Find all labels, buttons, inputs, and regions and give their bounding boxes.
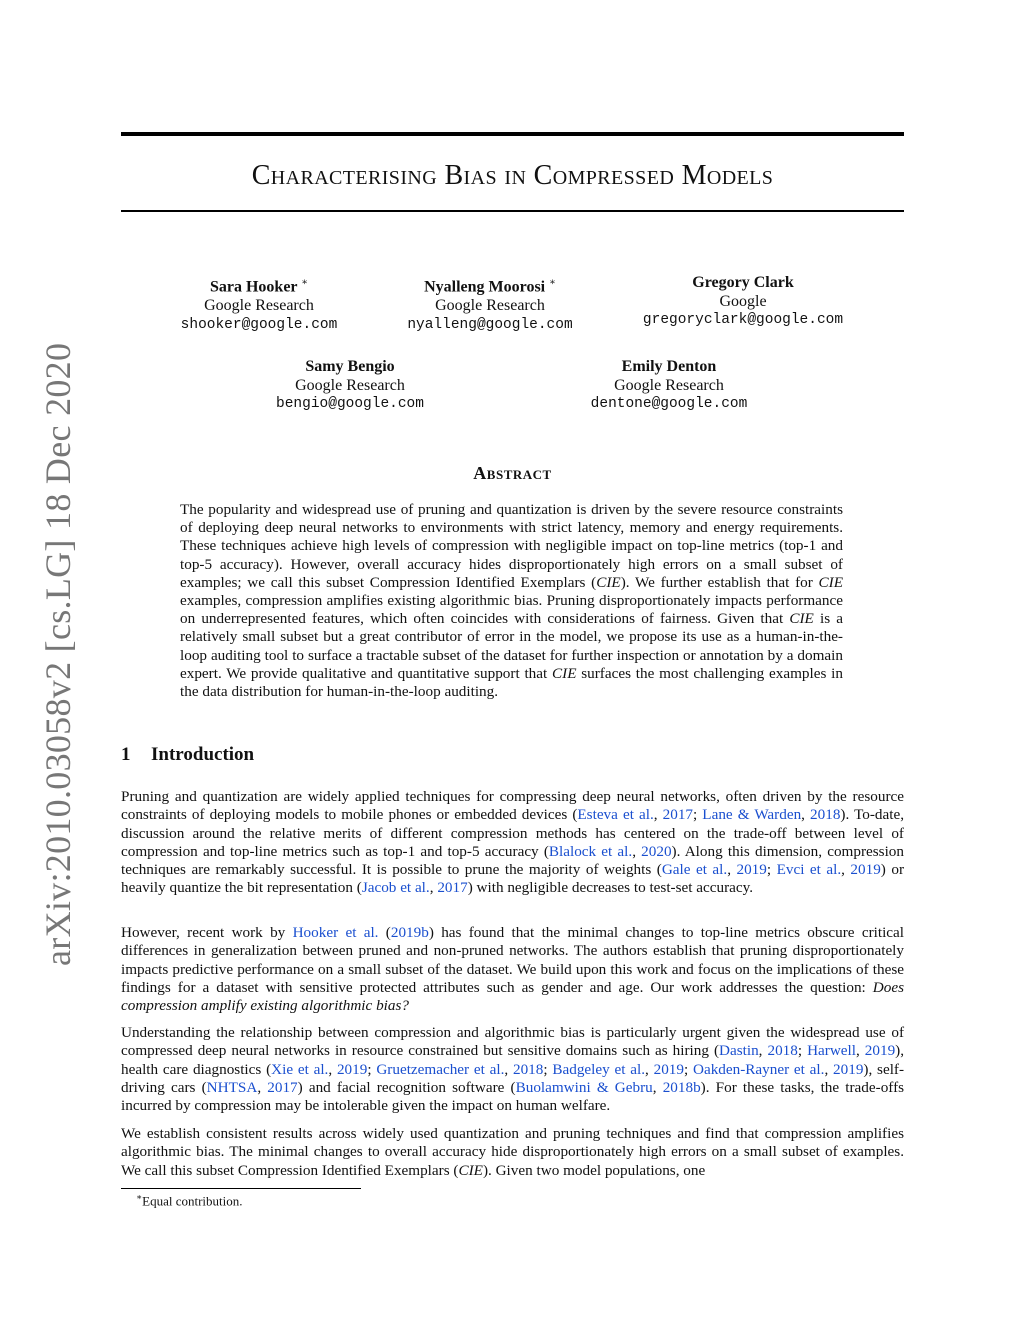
arxiv-identifier: arXiv:2010.03058v2 [cs.LG] 18 Dec 2020 xyxy=(38,342,78,966)
citation-year-link[interactable]: 2018 xyxy=(810,806,841,824)
citation-year-link[interactable]: 2019 xyxy=(864,1042,896,1060)
author-name: Nyalleng Moorosi ∗ xyxy=(424,277,556,296)
citation-link[interactable]: Gruetzemacher et al. xyxy=(376,1060,505,1078)
citation-link[interactable]: Lane & Warden xyxy=(702,806,802,824)
author-affiliation: Google Research xyxy=(295,376,405,394)
citation-link[interactable]: Xie et al. xyxy=(271,1060,329,1078)
research-question: Does compression amplify existing algorithmic bias? xyxy=(121,978,904,1015)
author-email[interactable]: gregoryclark@google.com xyxy=(642,312,844,329)
paper-title: Characterising Bias in Compressed Models xyxy=(251,160,774,191)
section-title: Introduction xyxy=(151,744,255,765)
abstract-heading: Abstract xyxy=(473,463,552,483)
citation-link[interactable]: Badgeley et al. xyxy=(552,1060,646,1078)
author-email[interactable]: nyalleng@google.com xyxy=(407,316,573,333)
author-email[interactable]: shooker@google.com xyxy=(180,316,338,333)
author-affiliation: Google Research xyxy=(435,296,545,314)
citation-year-link[interactable]: 2019 xyxy=(850,861,881,879)
citation-year-link[interactable]: 2019 xyxy=(736,861,767,879)
author-block xyxy=(630,274,856,330)
citation-year-link[interactable]: 2020 xyxy=(641,842,672,860)
citation-year-link[interactable]: 2017 xyxy=(437,879,468,897)
author-affiliation: Google Research xyxy=(204,296,314,314)
citation-year-link[interactable]: 2017 xyxy=(662,806,693,824)
citation-year-link[interactable]: 2019b xyxy=(390,924,429,941)
author-name: Sara Hooker ∗ xyxy=(209,277,309,296)
author-affiliation: Google Research xyxy=(614,376,724,394)
citation-link[interactable]: Esteva et al. xyxy=(577,806,654,824)
author-block xyxy=(569,358,769,414)
author-block xyxy=(159,274,359,334)
abstract-text: The popularity and widespread use of pruning and quantization is driven by the severe resource constraints of deploying deep neural networks to environments with strict latency, memory and energy requirements. These techniques achieve high levels of compression with negligible impact on top-line metrics (top-1 and top-5 accuracy). However, overall accuracy hides disproportionately high errors on a small subset of examples; we call this subset Compression Identified Exemplars (CIE). We further establish that for CIE examples, compression amplifies existing algorithmic bias. Pruning disproportionately impacts performance on underrepresented features, which often coincides with considerations of fairness. Given that CIE is a relatively small subset but a great contributor of error in the model, we propose its use as a human-in-the-loop auditing tool to surface a tractable subset of the dataset for further inspection or annotation by a domain expert. We provide qualitative and quantitative support that CIE surfaces the most challenging examples in the data distribution for human-in-the-loop auditing. xyxy=(180,501,843,701)
author-name: Gregory Clark xyxy=(692,274,794,291)
citation-year-link[interactable]: 2019 xyxy=(653,1060,684,1078)
author-block xyxy=(380,274,600,334)
citation-year-link[interactable]: 2018 xyxy=(767,1042,798,1060)
citation-link[interactable]: Oakden-Rayner et al. xyxy=(693,1060,825,1078)
author-block xyxy=(250,358,450,414)
citation-link[interactable]: Gale et al. xyxy=(661,861,728,879)
citation-year-link[interactable]: 2019 xyxy=(336,1060,368,1078)
intro-paragraph-2: However, recent work by Hooker et al. (2019b) has found that the minimal changes to top-line metrics obscure critical differences in generalization between pruned and non-pruned networks. The authors establish that pruning disproportionately impacts predictive performance on a small subset of the dataset. We build upon this work and focus on the implications of these findings for a dataset with sensitive protected attributes such as gender and age. Our work addresses the question: Does compression amplify existing algorithmic bias? xyxy=(121,924,904,1015)
title-bottom-rule xyxy=(121,210,904,212)
citation-link[interactable]: Buolamwini & Gebru xyxy=(515,1078,653,1096)
section-number: 1 xyxy=(121,744,131,765)
author-name: Emily Denton xyxy=(621,358,717,375)
citation-link[interactable]: Blalock et al. xyxy=(548,842,633,860)
citation-link[interactable]: Hooker et al. xyxy=(292,924,379,941)
footnote: ∗Equal contribution. xyxy=(136,1192,243,1209)
title-top-rule xyxy=(121,132,904,136)
author-email[interactable]: dentone@google.com xyxy=(590,396,748,413)
citation-link[interactable]: Dastin xyxy=(719,1042,759,1060)
citation-link[interactable]: Jacob et al. xyxy=(361,879,430,897)
citation-link[interactable]: Evci et al. xyxy=(776,861,842,879)
author-email[interactable]: bengio@google.com xyxy=(276,396,424,413)
section-heading xyxy=(121,744,254,766)
intro-paragraph-3: Understanding the relationship between compression and algorithmic bias is particularly urgent given the widespread use of compressed deep neural networks in resource constrained but sensitive domains such as hiring (Dastin, 2018; Harwell, 2019), health care diagnostics (Xie et al., 2019; Gruetzemacher et al., 2018; Badgeley et al., 2019; Oakden-Rayner et al., 2019), self-driving cars (NHTSA, 2017) and facial recognition software (Buolamwini & Gebru, 2018b). For these tasks, the trade-offs incurred by compression may be intolerable given the impact on human welfare. xyxy=(121,1024,905,1115)
intro-paragraph-4: We establish consistent results across widely used quantization and pruning techniques and find that compression amplifies algorithmic bias. The minimal changes to overall accuracy hide disproportionately high errors on a small subset of examples. We call this subset Compression Identified Exemplars (CIE). Given two model populations, one xyxy=(121,1125,904,1179)
citation-year-link[interactable]: 2019 xyxy=(833,1060,864,1078)
author-affiliation: Google xyxy=(719,292,767,310)
author-name: Samy Bengio xyxy=(305,358,395,375)
citation-link[interactable]: Harwell xyxy=(807,1042,856,1060)
citation-year-link[interactable]: 2017 xyxy=(267,1078,298,1096)
footnote-rule xyxy=(121,1188,361,1189)
citation-year-link[interactable]: 2018 xyxy=(512,1060,544,1078)
citation-year-link[interactable]: 2018b xyxy=(662,1078,701,1096)
citation-link[interactable]: NHTSA xyxy=(206,1078,258,1096)
intro-paragraph-1: Pruning and quantization are widely applied techniques for compressing deep neural networks, often driven by the resource constraints of deploying models to mobile phones or embedded devices (Esteva et al., 2017; Lane & Warden, 2018). To-date, discussion around the relative merits of different compression methods has centered on the trade-off between level of compression and top-line metrics such as top-1 and top-5 accuracy (Blalock et al., 2020). Along this dimension, compression techniques are remarkably successful. It is possible to prune the majority of weights (Gale et al., 2019; Evci et al., 2019) or heavily quantize the bit representation (Jacob et al., 2017) with negligible decreases to test-set accuracy. xyxy=(121,788,905,897)
